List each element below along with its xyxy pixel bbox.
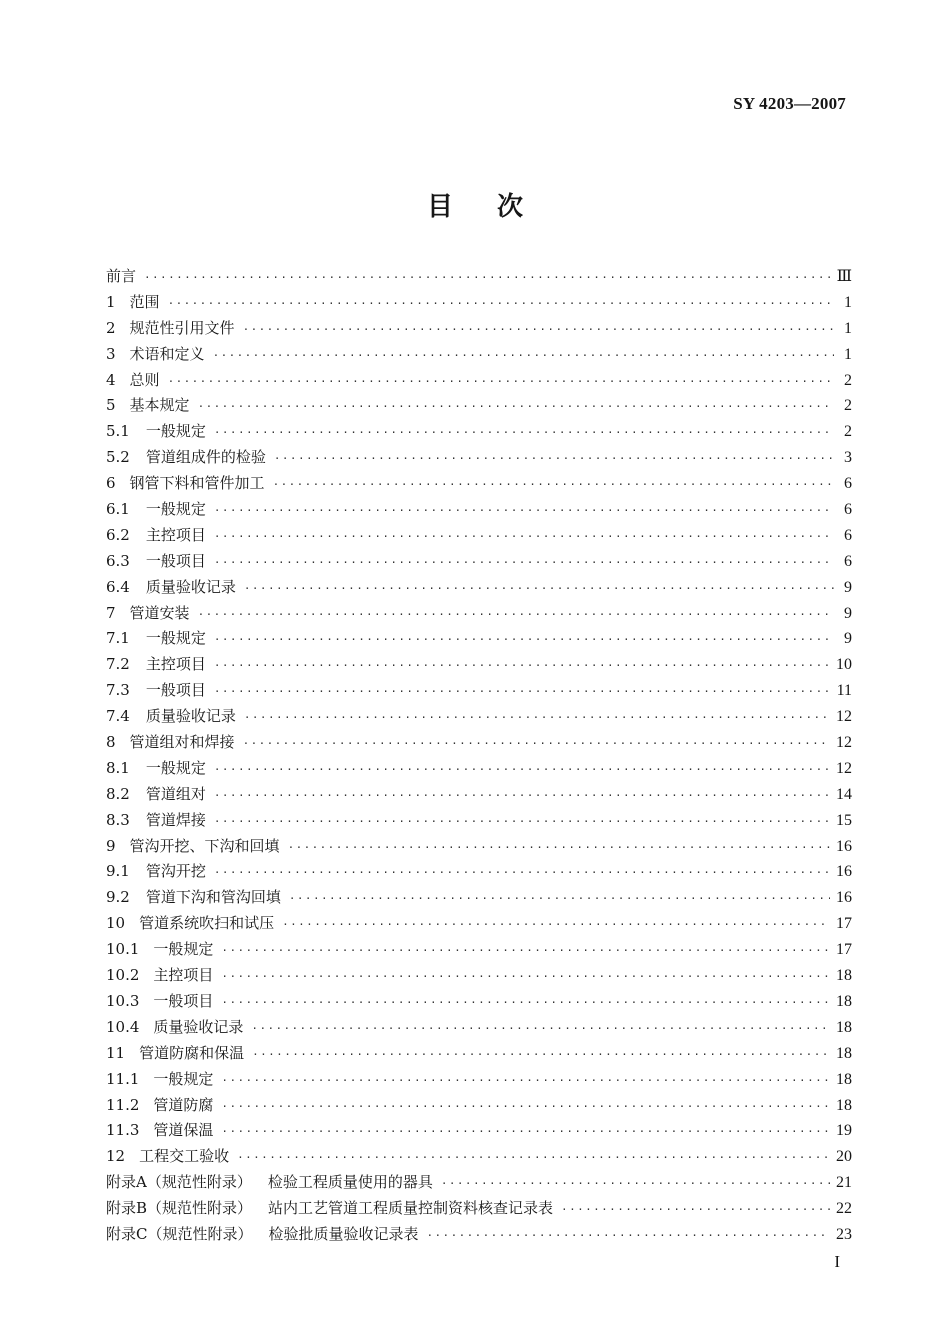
toc-entry[interactable] <box>106 1197 852 1223</box>
toc-entry-title: 管道焊接 <box>145 810 206 829</box>
toc-entry-title: 一般规定 <box>145 422 206 441</box>
toc-entry-title: 站内工艺管道工程质量控制资料核查记录表 <box>268 1199 554 1218</box>
toc-entry-number: 7.2 <box>106 655 130 674</box>
toc-dot-leader <box>168 297 834 310</box>
toc-entry-title: 管道组对 <box>145 784 206 803</box>
toc-entry-page: 14 <box>836 785 852 803</box>
toc-entry-number: 7 <box>106 603 116 622</box>
toc-entry-number: 4 <box>106 370 116 389</box>
toc-entry-title: 主控项目 <box>145 525 206 544</box>
toc-dot-leader <box>427 1229 831 1242</box>
toc-entry[interactable] <box>106 627 852 653</box>
toc-entry-number: 附录C（规范性附录） <box>106 1224 253 1243</box>
table-of-contents <box>106 265 852 1249</box>
toc-dot-leader <box>244 582 834 595</box>
toc-entry-title: 一般项目 <box>153 991 214 1010</box>
toc-entry[interactable] <box>106 886 852 912</box>
toc-entry-number: 8 <box>106 733 116 752</box>
toc-entry-page: 11 <box>836 682 852 700</box>
toc-entry-page: 18 <box>836 1044 852 1062</box>
toc-entry-page: 17 <box>836 941 852 959</box>
toc-dot-leader <box>221 1125 830 1138</box>
toc-entry-page: 2 <box>844 423 852 441</box>
toc-dot-leader <box>288 841 830 854</box>
page-number: I <box>834 1252 840 1271</box>
toc-dot-leader <box>221 944 830 957</box>
toc-entry-page: 16 <box>836 889 852 907</box>
toc-entry[interactable] <box>106 1145 852 1171</box>
toc-dot-leader <box>221 1074 830 1087</box>
toc-entry-page: 9 <box>844 578 852 596</box>
toc-entry-title: 管道下沟和管沟回填 <box>145 888 281 907</box>
toc-entry[interactable] <box>106 705 852 731</box>
toc-entry-title: 一般规定 <box>145 629 206 648</box>
toc-entry-number: 附录A（规范性附录） <box>106 1173 252 1192</box>
toc-entry-number: 11.2 <box>106 1095 140 1114</box>
toc-entry-page: 3 <box>844 449 852 467</box>
toc-entry[interactable] <box>106 835 852 861</box>
toc-entry[interactable] <box>106 912 852 938</box>
toc-entry[interactable] <box>106 1042 852 1068</box>
toc-entry-number: 11.3 <box>106 1121 140 1140</box>
toc-entry[interactable] <box>106 783 852 809</box>
toc-entry-page: 1 <box>844 293 852 311</box>
toc-entry-number: 5.2 <box>106 448 130 467</box>
toc-dot-leader <box>221 996 830 1009</box>
toc-entry-number: 8.3 <box>106 810 130 829</box>
toc-dot-leader <box>198 608 834 621</box>
toc-entry-page: 12 <box>836 759 852 777</box>
toc-entry-title: 质量验收记录 <box>145 577 236 596</box>
toc-dot-leader <box>252 1048 830 1061</box>
toc-entry[interactable] <box>106 1094 852 1120</box>
toc-dot-leader <box>244 711 830 724</box>
toc-entry-title: 主控项目 <box>145 655 206 674</box>
toc-entry[interactable] <box>106 265 852 291</box>
toc-dot-leader <box>214 556 834 569</box>
toc-entry-number: 3 <box>106 344 116 363</box>
toc-entry-number: 9.2 <box>106 888 130 907</box>
toc-entry[interactable] <box>106 576 852 602</box>
toc-entry[interactable] <box>106 394 852 420</box>
toc-dot-leader <box>214 685 831 698</box>
toc-entry-title: 管沟开挖、下沟和回填 <box>129 836 280 855</box>
toc-entry-title: 管道防腐和保温 <box>139 1043 245 1062</box>
toc-entry-page: 15 <box>836 811 852 829</box>
toc-entry-page: 1 <box>844 319 852 337</box>
toc-entry[interactable] <box>106 369 852 395</box>
toc-entry-number: 5.1 <box>106 422 130 441</box>
toc-entry[interactable] <box>106 317 852 343</box>
toc-entry-number: 10.4 <box>106 1017 140 1036</box>
toc-entry-number: 10.3 <box>106 991 140 1010</box>
toc-entry-page: 10 <box>836 656 852 674</box>
toc-entry-number: 11.1 <box>106 1069 140 1088</box>
page-title: 目次 <box>426 192 567 222</box>
toc-dot-leader <box>251 1022 830 1035</box>
toc-entry-number: 9 <box>106 836 116 855</box>
toc-entry[interactable] <box>106 964 852 990</box>
toc-entry-page: 17 <box>836 915 852 933</box>
toc-entry-number: 7.4 <box>106 707 130 726</box>
toc-entry-title: 一般规定 <box>145 500 206 519</box>
toc-entry-page: 6 <box>844 501 852 519</box>
toc-dot-leader <box>243 737 830 750</box>
toc-entry-number: 6.2 <box>106 525 130 544</box>
toc-entry[interactable] <box>106 757 852 783</box>
toc-entry-number: 1 <box>106 292 116 311</box>
toc-entry-title: 总则 <box>129 370 160 389</box>
toc-entry[interactable] <box>106 343 852 369</box>
toc-entry[interactable] <box>106 1171 852 1197</box>
toc-entry-number: 6.3 <box>106 551 130 570</box>
toc-entry-number: 6 <box>106 474 116 493</box>
toc-entry-title: 质量验收记录 <box>153 1017 244 1036</box>
toc-entry-number: 12 <box>106 1147 126 1166</box>
toc-entry-page: 19 <box>836 1122 852 1140</box>
toc-dot-leader <box>289 892 830 905</box>
standard-code: SY 4203—2007 <box>733 94 846 113</box>
toc-dot-leader <box>274 452 834 465</box>
toc-entry[interactable] <box>106 1119 852 1145</box>
toc-entry-page: 18 <box>836 1018 852 1036</box>
toc-dot-leader <box>214 633 834 646</box>
toc-entry-number: 2 <box>106 318 116 337</box>
toc-entry-page: 18 <box>836 992 852 1010</box>
toc-entry-title: 质量验收记录 <box>145 707 236 726</box>
toc-entry[interactable] <box>106 602 852 628</box>
toc-entry-page: 21 <box>836 1174 852 1192</box>
toc-dot-leader <box>282 918 830 931</box>
toc-entry-number: 10.1 <box>106 940 140 959</box>
toc-entry-number: 9.1 <box>106 862 130 881</box>
toc-entry[interactable] <box>106 498 852 524</box>
toc-entry-title: 检验工程质量使用的器具 <box>267 1173 433 1192</box>
toc-dot-leader <box>221 970 830 983</box>
toc-entry[interactable] <box>106 653 852 679</box>
toc-entry-title: 管道防腐 <box>153 1095 214 1114</box>
toc-entry-number: 5 <box>106 396 116 415</box>
toc-dot-leader <box>214 789 830 802</box>
toc-dot-leader <box>214 866 830 879</box>
toc-entry-page: 6 <box>844 475 852 493</box>
toc-entry-title: 管道组对和焊接 <box>129 733 235 752</box>
toc-entry-title: 术语和定义 <box>129 344 205 363</box>
toc-entry-page: 20 <box>836 1148 852 1166</box>
toc-dot-leader <box>198 400 834 413</box>
toc-dot-leader <box>237 1151 830 1164</box>
toc-entry-page: 18 <box>836 967 852 985</box>
toc-entry[interactable] <box>106 731 852 757</box>
toc-entry-title: 一般规定 <box>153 1069 214 1088</box>
toc-entry-page: 18 <box>836 1096 852 1114</box>
toc-entry-page: Ⅲ <box>836 268 852 285</box>
toc-entry-number: 10 <box>106 914 126 933</box>
toc-entry[interactable] <box>106 550 852 576</box>
toc-dot-leader <box>213 349 834 362</box>
toc-entry-page: 6 <box>844 552 852 570</box>
toc-entry-title: 管道保温 <box>153 1121 214 1140</box>
toc-entry[interactable] <box>106 860 852 886</box>
toc-entry-page: 16 <box>836 837 852 855</box>
toc-dot-leader <box>168 375 834 388</box>
toc-entry-title: 前言 <box>106 267 137 285</box>
toc-entry[interactable] <box>106 1016 852 1042</box>
toc-entry-page: 16 <box>836 863 852 881</box>
toc-entry-number: 7.3 <box>106 681 130 700</box>
toc-entry-title: 管道系统吹扫和试压 <box>139 914 275 933</box>
toc-entry-title: 检验批质量验收记录表 <box>268 1224 419 1243</box>
toc-entry-page: 9 <box>844 630 852 648</box>
toc-entry-title: 基本规定 <box>129 396 190 415</box>
toc-entry-page: 22 <box>836 1200 852 1218</box>
toc-dot-leader <box>144 271 831 284</box>
toc-entry-title: 主控项目 <box>153 966 214 985</box>
toc-entry-page: 12 <box>836 734 852 752</box>
toc-entry-title: 规范性引用文件 <box>129 318 235 337</box>
toc-entry[interactable] <box>106 524 852 550</box>
toc-entry[interactable] <box>106 1068 852 1094</box>
toc-entry-title: 管沟开挖 <box>145 862 206 881</box>
toc-dot-leader <box>221 1100 830 1113</box>
toc-entry-page: 2 <box>844 371 852 389</box>
toc-dot-leader <box>441 1177 830 1190</box>
toc-entry[interactable] <box>106 291 852 317</box>
toc-entry-number: 8.1 <box>106 758 130 777</box>
toc-entry[interactable] <box>106 938 852 964</box>
toc-entry-page: 2 <box>844 397 852 415</box>
toc-entry-number: 6.4 <box>106 577 130 596</box>
toc-entry-page: 1 <box>844 345 852 363</box>
toc-entry[interactable] <box>106 420 852 446</box>
toc-dot-leader <box>214 426 834 439</box>
toc-entry-page: 6 <box>844 526 852 544</box>
toc-entry-title: 一般项目 <box>145 681 206 700</box>
toc-entry-title: 一般规定 <box>153 940 214 959</box>
toc-entry-number: 6.1 <box>106 500 130 519</box>
toc-dot-leader <box>214 504 834 517</box>
toc-entry-number: 附录B（规范性附录） <box>106 1199 253 1218</box>
toc-entry[interactable] <box>106 1223 852 1249</box>
toc-entry-title: 范围 <box>129 292 160 311</box>
toc-entry-number: 10.2 <box>106 966 140 985</box>
toc-dot-leader <box>214 763 830 776</box>
toc-entry-number: 7.1 <box>106 629 130 648</box>
toc-entry[interactable] <box>106 446 852 472</box>
toc-entry-title: 一般规定 <box>145 758 206 777</box>
toc-entry[interactable] <box>106 990 852 1016</box>
toc-entry-title: 工程交工验收 <box>139 1147 230 1166</box>
toc-entry-title: 管道组成件的检验 <box>145 448 266 467</box>
toc-entry-title: 钢管下料和管件加工 <box>129 474 265 493</box>
toc-dot-leader <box>273 478 834 491</box>
toc-entry-title: 一般项目 <box>145 551 206 570</box>
toc-dot-leader <box>561 1203 830 1216</box>
toc-entry-number: 11 <box>106 1043 126 1062</box>
toc-dot-leader <box>214 659 830 672</box>
toc-entry-page: 23 <box>836 1225 852 1243</box>
toc-dot-leader <box>214 815 830 828</box>
toc-dot-leader <box>243 323 834 336</box>
toc-entry-number: 8.2 <box>106 784 130 803</box>
toc-entry[interactable] <box>106 809 852 835</box>
toc-dot-leader <box>214 530 834 543</box>
toc-entry-page: 12 <box>836 708 852 726</box>
toc-entry-page: 18 <box>836 1070 852 1088</box>
toc-entry[interactable] <box>106 472 852 498</box>
toc-entry-page: 9 <box>844 604 852 622</box>
toc-entry-title: 管道安装 <box>129 603 190 622</box>
toc-entry[interactable] <box>106 679 852 705</box>
